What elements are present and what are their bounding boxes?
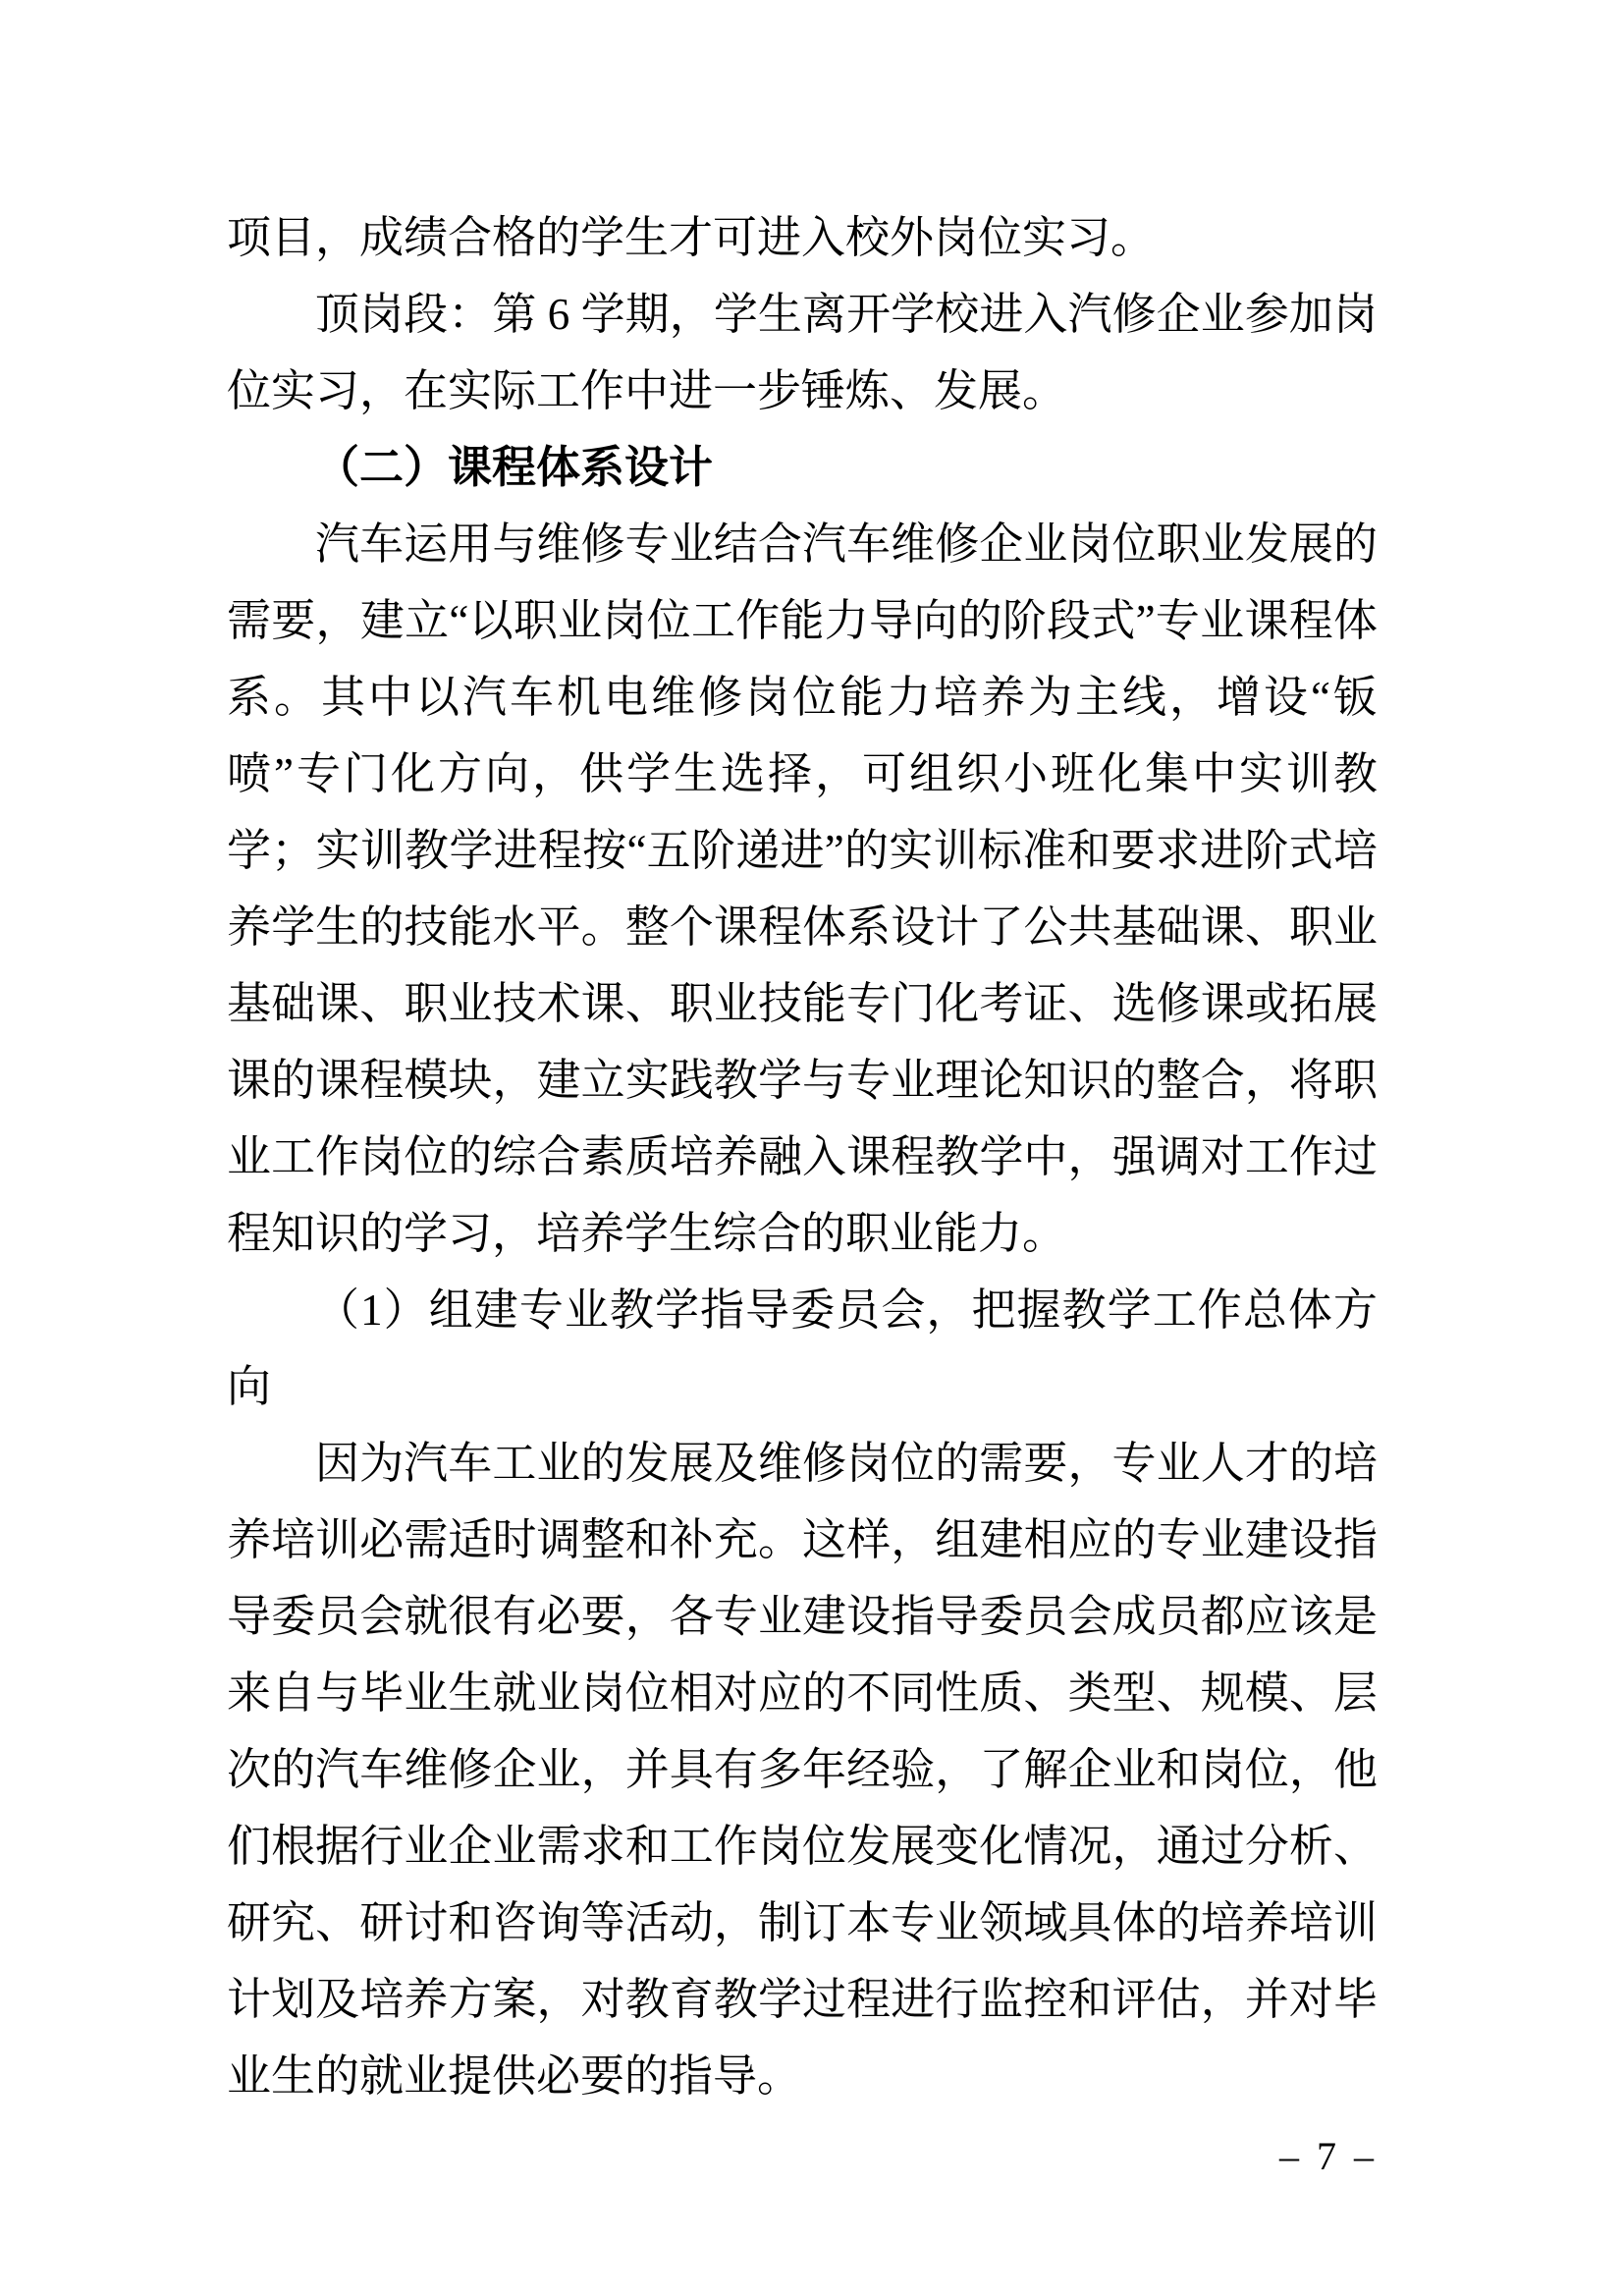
paragraph-continuation: 项目，成绩合格的学生才可进入校外岗位实习。 <box>227 213 1156 262</box>
section-heading: （二）课程体系设计 <box>315 443 714 492</box>
paragraph: 顶岗段：第 6 学期，学生离开学校进入汽修企业参加岗位实习，在实际工作中进一步锤炼、发展。 <box>227 290 1378 415</box>
body-text-block <box>227 199 1378 2114</box>
paragraph: 汽车运用与维修专业结合汽车维修企业岗位职业发展的需要，建立“以职业岗位工作能力导向的阶段式”专业课程体系。其中以汽车机电维修岗位能力培养为主线，增设“钣喷”专门化方向，供学生选择，可组织小班化集中实训教学；实训教学进程按“五阶递进”的实训标准和要求进阶式培养学生的技能水平。整个课程体系设计了公共基础课、职业基础课、职业技术课、职业技能专门化考证、选修课或拓展课的课程模块，建立实践教学与专业理论知识的整合，将职业工作岗位的综合素质培养融入课程教学中，强调对工作过程知识的学习，培养学生综合的职业能力。 <box>227 519 1378 1258</box>
subitem-heading: （1）组建专业教学指导委员会，把握教学工作总体方向 <box>227 1285 1378 1411</box>
page-number: – 7 – <box>1279 2134 1378 2178</box>
paragraph: 因为汽车工业的发展及维修岗位的需要，专业人才的培养培训必需适时调整和补充。这样，组建相应的专业建设指导委员会就很有必要，各专业建设指导委员会成员都应该是来自与毕业生就业岗位相对应的不同性质、类型、规模、层次的汽车维修企业，并具有多年经验，了解企业和岗位，他们根据行业企业需求和工作岗位发展变化情况，通过分析、研究、研讨和咨询等活动，制订本专业领域具体的培养培训计划及培养方案，对教育教学过程进行监控和评估，并对毕业生的就业提供必要的指导。 <box>227 1439 1378 2101</box>
